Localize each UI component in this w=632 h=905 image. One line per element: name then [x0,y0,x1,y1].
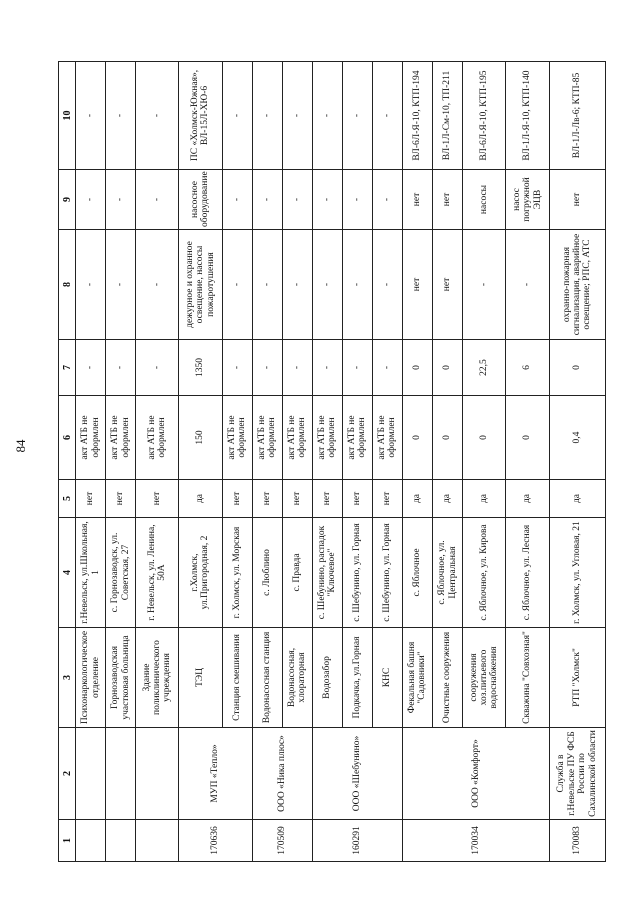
cell-object: Психонаркологическое отделение [76,628,106,728]
cell-code: 170083 [549,820,606,862]
table-row [106,62,136,862]
cell-organization: ООО «Ника плюс» [252,728,312,820]
cell-col6: 0 [463,396,506,480]
cell-address: с. Яблочное [402,518,432,628]
cell-address: г. Холмск, ул. Угловая, 21 [549,518,606,628]
table-row [549,62,606,862]
cell-col7: - [252,340,282,396]
cell-col8: - [222,230,252,340]
cell-flag: нет [342,480,372,518]
cell-col8: - [76,230,106,340]
cell-col7: - [312,340,342,396]
cell-object: сооружения хоз.питьевого водоснабжения [463,628,506,728]
cell-col6: 0 [402,396,432,480]
cell-organization: ООО «Комфорт» [402,728,549,820]
cell-flag: нет [76,480,106,518]
cell-empty [76,728,106,820]
cell-object: Горнозаводская участковая больница [106,628,136,728]
cell-address: г.Невельск, ул.Школьная, 1 [76,518,106,628]
cell-address: с. Шебунино, ул. Горная [342,518,372,628]
cell-flag: да [402,480,432,518]
cell-col10: - [282,62,312,170]
cell-col9: - [252,170,282,230]
cell-object: КНС [372,628,402,728]
cell-address: с. Люблино [252,518,282,628]
cell-object: Водонасосная станция [252,628,282,728]
header-cell: 6 [59,396,76,480]
cell-col9: - [342,170,372,230]
cell-col10: ВЛ-6Л-Я-10, КТП-195 [463,62,506,170]
cell-col9: - [136,170,179,230]
cell-address: г. Холмск, ул. Морская [222,518,252,628]
cell-col9: нет [402,170,432,230]
cell-col6: 0 [433,396,463,480]
cell-flag: нет [372,480,402,518]
cell-col9: нет [549,170,606,230]
cell-col10: - [312,62,342,170]
cell-col7: 0 [549,340,606,396]
header-cell: 4 [59,518,76,628]
cell-col6: акт АТБ не оформлен [372,396,402,480]
cell-object: Водозабор [312,628,342,728]
table-row [179,62,222,862]
cell-col6: акт АТБ не оформлен [76,396,106,480]
cell-address: с. Яблочное, ул. Центральная [433,518,463,628]
objects-table [58,61,606,862]
cell-address: г.Холмск, ул.Пригородная, 2 [179,518,222,628]
cell-flag: нет [312,480,342,518]
cell-col8: - [252,230,282,340]
cell-col6: 0 [506,396,549,480]
cell-col9: - [106,170,136,230]
cell-col8: - [312,230,342,340]
cell-empty [136,728,179,820]
cell-flag: да [433,480,463,518]
cell-col7: - [372,340,402,396]
cell-col10: ПС «Холмск-Южная», ВЛ-15Л-ХЮ-6 [179,62,222,170]
cell-col9: - [222,170,252,230]
cell-flag: да [463,480,506,518]
cell-empty [76,820,106,862]
cell-flag: нет [136,480,179,518]
cell-col8: - [372,230,402,340]
cell-code: 160291 [312,820,402,862]
cell-col8: - [463,230,506,340]
cell-col8: - [106,230,136,340]
cell-object: Подкачка, ул.Горная [342,628,372,728]
table-row [312,62,342,862]
cell-flag: да [179,480,222,518]
cell-col7: - [76,340,106,396]
cell-object: Станция смешивания [222,628,252,728]
cell-col10: ВЛ-6Л-Я-10, КТП-194 [402,62,432,170]
table-row [252,62,282,862]
header-row [59,62,76,862]
header-cell: 8 [59,230,76,340]
cell-col6: акт АТБ не оформлен [136,396,179,480]
page-number: 84 [13,439,28,453]
header-cell: 9 [59,170,76,230]
cell-object: Водонасосная, хлораторная [282,628,312,728]
cell-code: 170636 [179,820,252,862]
cell-col7: 0 [433,340,463,396]
cell-col10: - [136,62,179,170]
cell-col8: - [136,230,179,340]
cell-object: ТЭЦ [179,628,222,728]
cell-address: г. Невельск, ул. Ленина, 50А [136,518,179,628]
cell-flag: нет [222,480,252,518]
cell-flag: нет [282,480,312,518]
cell-col10: - [372,62,402,170]
header-cell: 3 [59,628,76,728]
cell-col8: - [342,230,372,340]
cell-object: Скважина "Совхозная" [506,628,549,728]
cell-address: с. Яблочное, ул. Кирова [463,518,506,628]
cell-col9: нет [433,170,463,230]
cell-flag: да [549,480,606,518]
cell-col8: охранно-пожарная сигнализация, аварийное освещение; РПС, АТС [549,230,606,340]
cell-empty [106,728,136,820]
cell-col6: 0,4 [549,396,606,480]
cell-flag: да [506,480,549,518]
cell-col8: - [506,230,549,340]
header-cell: 1 [59,820,76,862]
cell-object: Здание поликлинического учреждения [136,628,179,728]
header-cell: 7 [59,340,76,396]
cell-address: с. Правда [282,518,312,628]
cell-col8: дежурное и охранное освещение, насосы пожаротушения [179,230,222,340]
cell-organization: МУП «Тепло» [179,728,252,820]
cell-col7: - [106,340,136,396]
cell-col10: ВЛ-1Л-Я-10, КТП-140 [506,62,549,170]
cell-col9: насос погружной ЭЦВ [506,170,549,230]
cell-col6: акт АТБ не оформлен [282,396,312,480]
cell-organization: Служба в г.Невельске ПУ ФСБ России по Сахалинской области [549,728,606,820]
table-row [76,62,106,862]
cell-col7: 0 [402,340,432,396]
cell-address: с. Шебунино, распадок "Ключевое" [312,518,342,628]
cell-flag: нет [106,480,136,518]
cell-col10: - [222,62,252,170]
cell-address: с. Горнозаводск, ул. Советская, 27 [106,518,136,628]
cell-col10: - [76,62,106,170]
cell-code: 170034 [402,820,549,862]
cell-col10: ВЛ-1Л-См-10, ТП-211 [433,62,463,170]
cell-col10: - [342,62,372,170]
cell-col6: акт АТБ не оформлен [106,396,136,480]
cell-flag: нет [252,480,282,518]
cell-col7: - [342,340,372,396]
cell-col9: насосное оборудование [179,170,222,230]
cell-col7: 1350 [179,340,222,396]
cell-col8: нет [402,230,432,340]
cell-col8: нет [433,230,463,340]
header-cell: 10 [59,62,76,170]
cell-col7: 6 [506,340,549,396]
cell-col6: акт АТБ не оформлен [222,396,252,480]
cell-col7: 22,5 [463,340,506,396]
cell-col9: насосы [463,170,506,230]
cell-col6: акт АТБ не оформлен [252,396,282,480]
cell-col9: - [372,170,402,230]
cell-address: с. Шебунино, ул. Горная [372,518,402,628]
cell-organization: ООО «Шебунино» [312,728,402,820]
cell-col8: - [282,230,312,340]
header-cell: 2 [59,728,76,820]
cell-col9: - [312,170,342,230]
cell-empty [136,820,179,862]
cell-object: РТП "Холмск" [549,628,606,728]
cell-address: с. Яблочное, ул. Лесная [506,518,549,628]
table-row [402,62,432,862]
cell-empty [106,820,136,862]
cell-col10: - [252,62,282,170]
cell-col9: - [282,170,312,230]
cell-col7: - [222,340,252,396]
cell-col7: - [136,340,179,396]
cell-object: Очистные сооружения [433,628,463,728]
cell-col9: - [76,170,106,230]
header-cell: 5 [59,480,76,518]
cell-col10: ВЛ-1Л-Лв-6; КТП-85 [549,62,606,170]
cell-code: 170509 [252,820,312,862]
cell-col7: - [282,340,312,396]
rotated-table-wrapper [58,62,606,862]
cell-object: Фекальная башня "Садовники" [402,628,432,728]
table-row [136,62,179,862]
cell-col6: акт АТБ не оформлен [342,396,372,480]
cell-col10: - [106,62,136,170]
cell-col6: акт АТБ не оформлен [312,396,342,480]
cell-col6: 150 [179,396,222,480]
